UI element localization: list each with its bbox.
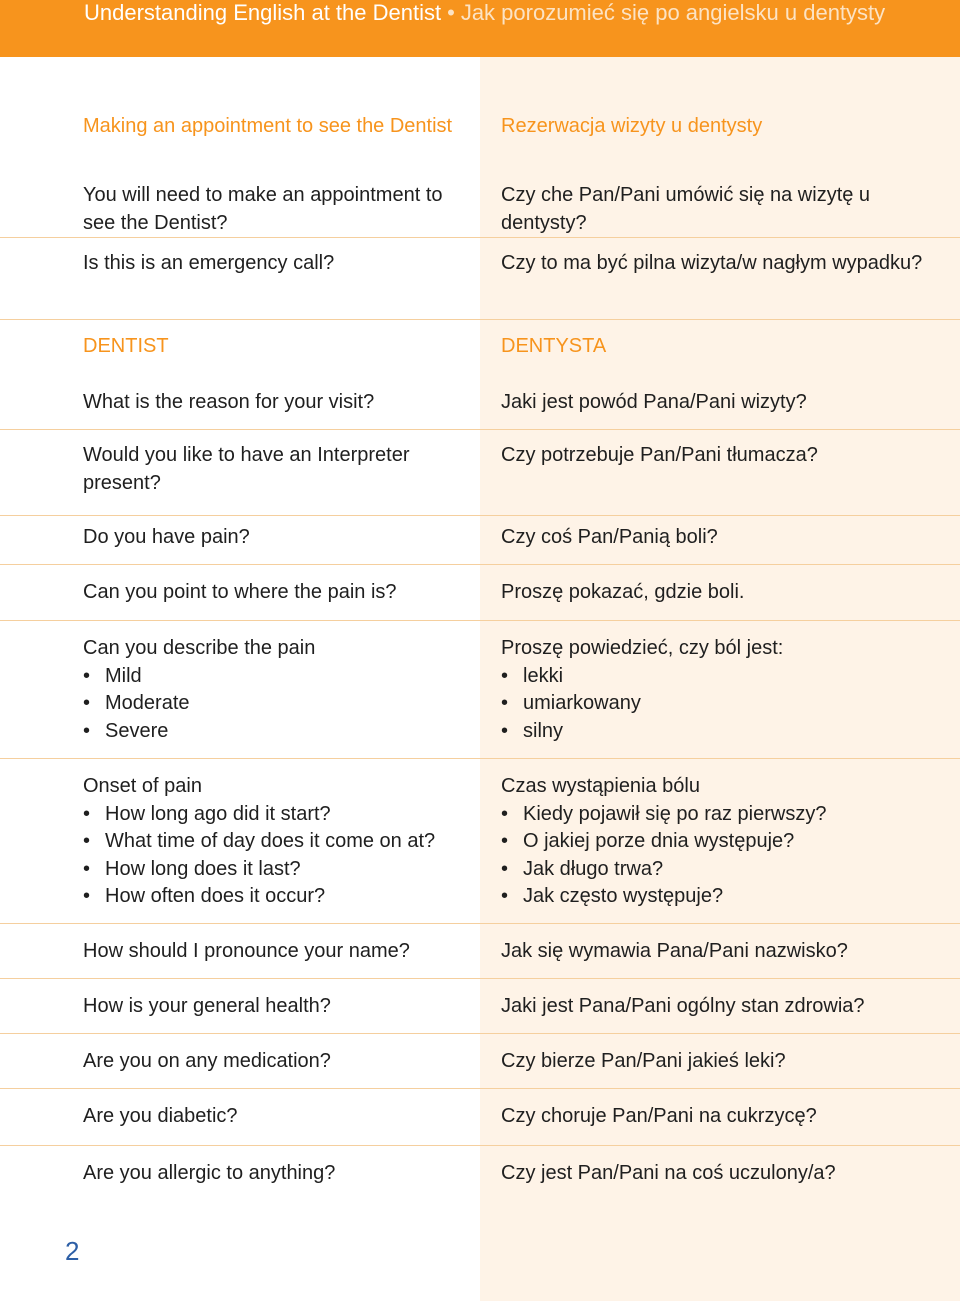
- section-heading-appointment: [0, 57, 960, 182]
- phrase-row-list: [0, 759, 960, 924]
- phrase-table: [0, 57, 960, 1201]
- phrase-pl: Czy to ma być pilna wizyta/w nagłym wypadku?: [501, 252, 923, 274]
- phrase-pl: [480, 635, 960, 759]
- phrase-en: Do you have pain?: [83, 526, 250, 548]
- phrase-pl: Czy choruje Pan/Pani na cukrzycę?: [501, 1105, 817, 1127]
- phrase-pl: Czy che Pan/Pani umówić się na wizytę u dentysty?: [501, 184, 871, 234]
- phrase-row: [0, 1034, 960, 1089]
- phrase-pl: Czy potrzebuje Pan/Pani tłumacza?: [501, 444, 818, 466]
- header-separator: •: [447, 0, 455, 25]
- list-item: • Jak długo trwa?: [501, 856, 930, 884]
- phrase-pl: Jak się wymawia Pana/Pani nazwisko?: [501, 940, 848, 962]
- phrase-pl: Czy jest Pan/Pani na coś uczulony/a?: [501, 1162, 836, 1184]
- phrase-row: [0, 389, 960, 430]
- list-item: • O jakiej porze dnia występuje?: [501, 828, 930, 856]
- phrase-pl: Jaki jest powód Pana/Pani wizyty?: [501, 391, 807, 413]
- phrase-en: What is the reason for your visit?: [83, 391, 375, 413]
- phrase-row: [0, 979, 960, 1034]
- header-title-en: Understanding English at the Dentist: [84, 0, 442, 25]
- list-item: • Moderate: [83, 690, 470, 718]
- phrase-en: Can you point to where the pain is?: [83, 581, 397, 603]
- phrase-pl: Proszę pokazać, gdzie boli.: [501, 581, 745, 603]
- page-number: 2: [65, 1236, 80, 1266]
- phrase-row: [0, 182, 960, 238]
- heading-en: DENTIST: [83, 335, 169, 357]
- heading-pl: DENTYSTA: [501, 335, 607, 357]
- phrase-en: Is this is an emergency call?: [83, 252, 335, 274]
- phrase-en: Would you like to have an Interpreter present?: [83, 444, 410, 494]
- phrase-en: [0, 773, 480, 924]
- phrase-pl: Jaki jest Pana/Pani ogólny stan zdrowia?: [501, 995, 865, 1017]
- phrase-en: How is your general health?: [83, 995, 331, 1017]
- phrase-row: [0, 238, 960, 320]
- list-item: • What time of day does it come on at?: [83, 828, 470, 856]
- phrase-row: [0, 1089, 960, 1146]
- phrase-row: [0, 924, 960, 979]
- list-item: • umiarkowany: [501, 690, 930, 718]
- heading-en: Making an appointment to see the Dentist: [83, 115, 453, 137]
- list-item: • Severe: [83, 718, 470, 746]
- header-title-pl: Jak porozumieć się po angielsku u dentysty: [460, 0, 886, 25]
- heading-pl: Rezerwacja wizyty u dentysty: [501, 115, 763, 137]
- phrase-pl: Czy coś Pan/Panią boli?: [501, 526, 718, 548]
- phrase-pl: [480, 773, 960, 924]
- phrase-en: You will need to make an appointment to see the Dentist?: [83, 184, 443, 234]
- list-item: • Kiedy pojawił się po raz pierwszy?: [501, 801, 930, 829]
- phrase-en: How should I pronounce your name?: [83, 940, 410, 962]
- list-item: • Mild: [83, 663, 470, 691]
- phrase-row: [0, 1146, 960, 1201]
- phrase-row-list: [0, 621, 960, 759]
- section-heading-dentist: [0, 320, 960, 389]
- list-heading: Onset of pain: [83, 775, 202, 797]
- list-item: • How long does it last?: [83, 856, 470, 884]
- phrase-row: [0, 565, 960, 621]
- phrase-row: [0, 516, 960, 565]
- phrase-pl: Czy bierze Pan/Pani jakieś leki?: [501, 1050, 786, 1072]
- phrase-en: Are you diabetic?: [83, 1105, 238, 1127]
- list-heading: Can you describe the pain: [83, 637, 316, 659]
- list-item: • lekki: [501, 663, 930, 691]
- phrase-row: [0, 430, 960, 516]
- list-item: • How long ago did it start?: [83, 801, 470, 829]
- list-heading: Czas wystąpienia bólu: [501, 775, 700, 797]
- list-item: • Jak często występuje?: [501, 883, 930, 911]
- page-header: [0, 0, 960, 57]
- list-heading: Proszę powiedzieć, czy ból jest:: [501, 637, 784, 659]
- phrase-en: [0, 635, 480, 759]
- phrase-en: Are you on any medication?: [83, 1050, 331, 1072]
- list-item: • silny: [501, 718, 930, 746]
- list-item: • How often does it occur?: [83, 883, 470, 911]
- phrase-en: Are you allergic to anything?: [83, 1162, 336, 1184]
